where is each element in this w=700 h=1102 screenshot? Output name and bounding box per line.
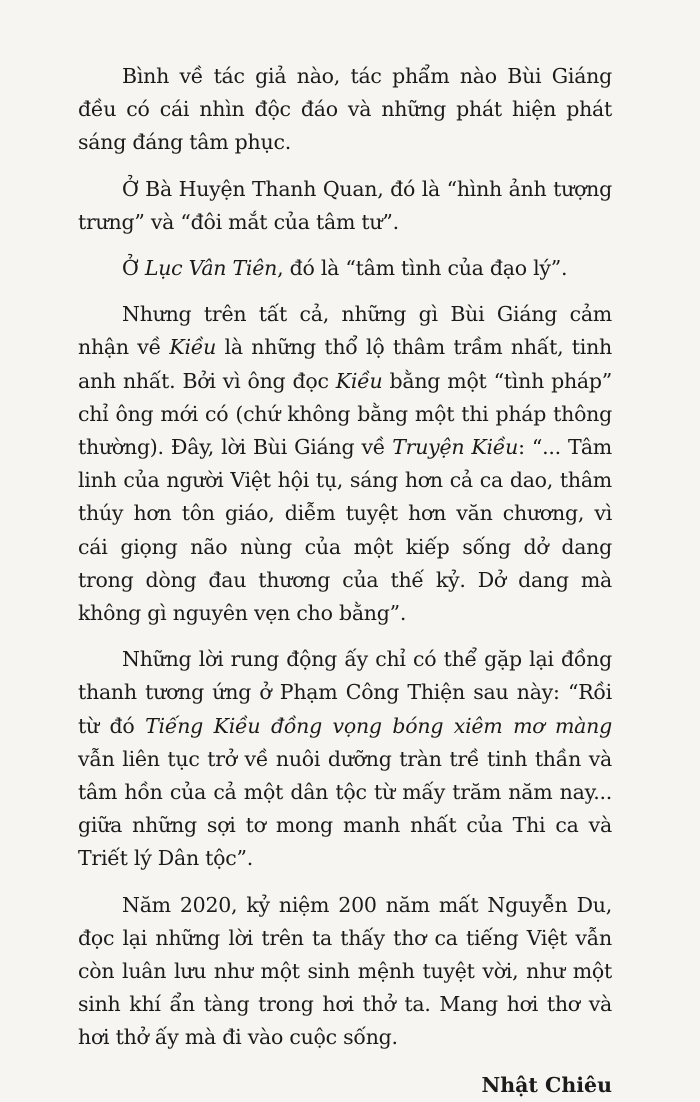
paragraph-4-text-b: là những thổ lộ thâm trầm nhất, tinh anh nhất. Bởi vì ông đọc (78, 335, 612, 393)
paragraph-4 (78, 298, 612, 630)
paragraph-4-italic-truyen-kieu: Truyện Kiều (392, 435, 519, 460)
paragraph-6-text: Năm 2020, kỷ niệm 200 năm mất Nguyễn Du, đọc lại những lời trên ta thấy thơ ca tiếng Việt vẫn còn luân lưu như một sinh mệnh tuyệt vời, như một sinh khí ẩn tàng trong hơi thở ta. Mang hơi thơ và hơi thở ấy mà đi vào cuộc sống. (78, 892, 612, 1050)
paragraph-1-text: Bình về tác giả nào, tác phẩm nào Bùi Giáng đều có cái nhìn độc đáo và những phát hiện phát sáng đáng tâm phục. (78, 64, 612, 155)
page-body (78, 60, 612, 1102)
paragraph-4-text-c: bằng một “tình pháp” chỉ ông mới có (chứ không bằng một thi pháp thông thường). Đây, lời Bùi Giáng về (78, 368, 612, 460)
paragraph-3-text-a: Ở (122, 256, 145, 281)
paragraph-2-text: Ở Bà Huyện Thanh Quan, đó là “hình ảnh tượng trưng” và “đôi mắt của tâm tư”. (78, 176, 612, 234)
paragraph-4-text-a: Nhưng trên tất cả, những gì Bùi Giáng cảm nhận về (78, 302, 612, 360)
paragraph-3-text-b: , đó là “tâm tình của đạo lý”. (277, 256, 568, 281)
paragraph-1 (78, 60, 612, 160)
paragraph-5-text-a: Những lời rung động ấy chỉ có thể gặp lại đồng thanh tương ứng ở Phạm Công Thiện sau này: “Rồi từ đó (78, 647, 612, 738)
paragraph-5-text-b: vẫn liên tục trở về nuôi dưỡng tràn trề tinh thần và tâm hồn của cả một dân tộc từ mấy trăm năm nay... giữa những sợi tơ mong manh nhất của Thi ca và Triết lý Dân tộc”. (78, 746, 612, 871)
paragraph-5-italic-quote: Tiếng Kiều đồng vọng bóng xiêm mơ màng (145, 713, 612, 738)
paragraph-4-italic-kieu-1: Kiều (169, 335, 217, 360)
paragraph-4-italic-kieu-2: Kiều (335, 368, 383, 393)
author-signature: Nhật Chiêu (481, 1072, 612, 1097)
paragraph-3-italic-title: Lục Vân Tiên (144, 256, 278, 281)
paragraph-5 (78, 643, 612, 875)
paragraph-6 (78, 889, 612, 1055)
paragraph-4-text-d: : “... Tâm linh của người Việt hội tụ, sáng hơn cả ca dao, thâm thúy hơn tôn giáo, diễm tuyệt hơn văn chương, vì cái giọng não nùng của một kiếp sống dở dang trong dòng đau thương của thế kỷ. Dở dang mà không gì nguyên vẹn cho bằng”. (78, 435, 612, 626)
paragraph-2 (78, 173, 612, 239)
paragraph-3 (78, 252, 612, 285)
